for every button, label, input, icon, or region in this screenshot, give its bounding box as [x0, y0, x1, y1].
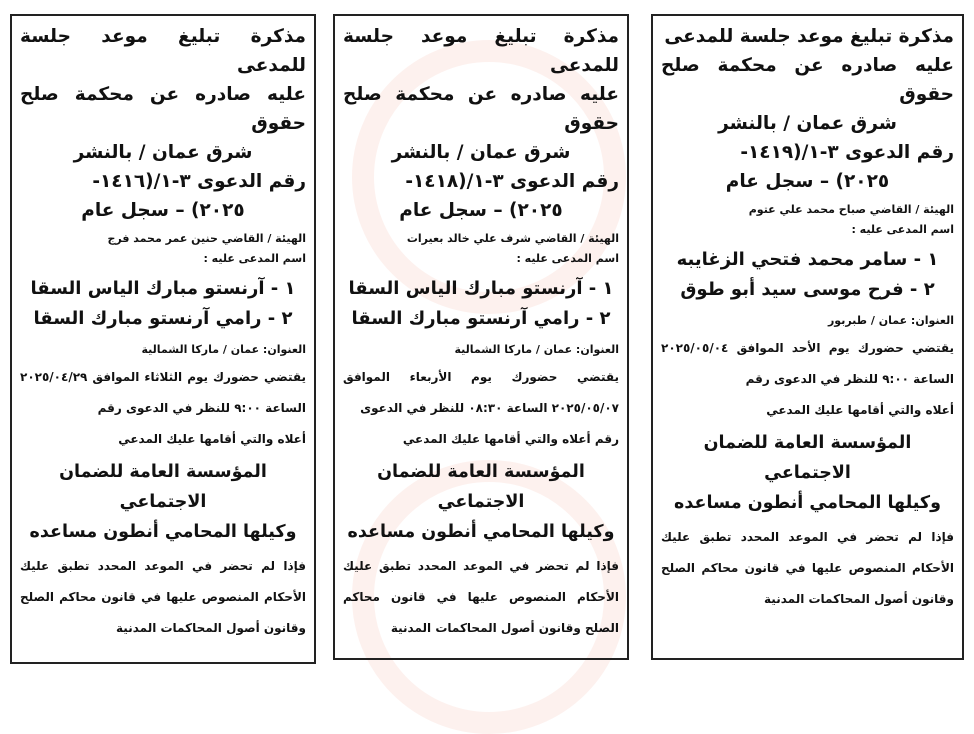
case-number-line: ٢٠٢٥) – سجل عام — [81, 200, 245, 221]
hearing-details-end: رقم أعلاه والتي أقامها عليك المدعي — [402, 432, 619, 446]
plaintiff — [661, 428, 954, 518]
case-number-line: ٢٠٢٥) – سجل عام — [399, 200, 563, 221]
notice-heading-line: مذكرة تبليغ موعد جلسة للمدعى — [664, 26, 954, 47]
judge-panel: الهيئة / القاضي حنين عمر محمد فرج — [107, 232, 306, 245]
court-notice-2 — [333, 14, 629, 660]
court-notice-1 — [10, 14, 316, 664]
address: العنوان: عمان / ماركا الشمالية — [454, 343, 619, 356]
closing-text: فإذا لم تحضر في الموعد المحدد تطبق عليك الأحكام المنصوص عليها في قانون محاكم الصلح وقانون أصول المحاكمات المدنية — [343, 559, 619, 635]
defendant-name: ١ - سامر محمد فتحي الزغايبه — [676, 249, 939, 270]
plaintiff-line: المؤسسة العامة للضمان الاجتماعي — [59, 462, 267, 512]
notice-heading-line: شرق عمان / بالنشر — [718, 113, 897, 134]
notice-heading-line: مذكرة تبليغ موعد جلسة للمدعى — [343, 26, 619, 76]
judge-panel: الهيئة / القاضي شرف علي خالد بعيرات — [406, 232, 619, 245]
plaintiff-line: المؤسسة العامة للضمان الاجتماعي — [377, 462, 585, 512]
plaintiff — [20, 457, 306, 547]
hearing-details-end: أعلاه والتي أقامها عليك المدعي — [766, 403, 954, 417]
notice-heading-line: شرق عمان / بالنشر — [73, 142, 253, 163]
defendant-name: ٢ - رامي آرنستو مبارك السقا — [351, 308, 611, 329]
case-number-line: ٢٠٢٥) – سجل عام — [725, 171, 890, 192]
notice-heading-line: مذكرة تبليغ موعد جلسة للمدعى — [20, 26, 306, 76]
defendant-name: ١ - آرنستو مبارك الياس السقا — [348, 278, 614, 299]
judge-panel: الهيئة / القاضي صباح محمد علي عتوم — [748, 203, 954, 216]
hearing-details: يقتضي حضورك يوم الأربعاء الموافق ٢٠٢٥/٠٥/٠٧ الساعة ٠٨:٣٠ للنظر في الدعوى — [343, 370, 619, 415]
defendant-name: ٢ - فرح موسى سيد أبو طوق — [680, 279, 935, 300]
defendant-label: اسم المدعى عليه : — [851, 223, 954, 236]
notice-heading-line: عليه صادره عن محكمة صلح حقوق — [20, 84, 306, 134]
address: العنوان: عمان / ماركا الشمالية — [141, 343, 306, 356]
case-number-line: رقم الدعوى ٣-١/(١٤١٩- — [740, 142, 954, 163]
closing-text: فإذا لم تحضر في الموعد المحدد تطبق عليك الأحكام المنصوص عليها في قانون محاكم الصلح وقانون أصول المحاكمات المدنية — [661, 530, 954, 606]
notice-body — [20, 362, 306, 455]
address: العنوان: عمان / طبربور — [827, 314, 954, 327]
defendants-list — [343, 274, 619, 334]
case-number-line: رقم الدعوى ٣-١/(١٤١٦- — [92, 171, 306, 192]
notice-heading-line: عليه صادره عن محكمة صلح حقوق — [661, 55, 954, 105]
notice-heading-line: شرق عمان / بالنشر — [391, 142, 571, 163]
notice-heading-line: عليه صادره عن محكمة صلح حقوق — [343, 84, 619, 134]
plaintiff — [343, 457, 619, 547]
plaintiff-line: وكيلها المحامي أنطون مساعده — [347, 522, 615, 542]
case-number-line: رقم الدعوى ٣-١/(١٤١٨- — [405, 171, 619, 192]
defendants-list — [20, 274, 306, 334]
plaintiff-line: المؤسسة العامة للضمان الاجتماعي — [703, 433, 912, 483]
hearing-details-end: أعلاه والتي أقامها عليك المدعي — [118, 432, 306, 446]
hearing-details: يقتضي حضورك يوم الثلاثاء الموافق ٢٠٢٥/٠٤/٢٩ الساعة ٩:٠٠ للنظر في الدعوى رقم — [20, 370, 306, 415]
notice-body — [661, 333, 954, 426]
closing-text: فإذا لم تحضر في الموعد المحدد تطبق عليك الأحكام المنصوص عليها في قانون محاكم الصلح وقانون أصول المحاكمات المدنية — [20, 559, 306, 635]
plaintiff-line: وكيلها المحامي أنطون مساعده — [29, 522, 297, 542]
hearing-details: يقتضي حضورك يوم الأحد الموافق ٢٠٢٥/٠٥/٠٤ الساعة ٩:٠٠ للنظر في الدعوى رقم — [661, 341, 954, 386]
defendants-list — [661, 245, 954, 305]
defendant-label: اسم المدعى عليه : — [203, 252, 306, 265]
defendant-label: اسم المدعى عليه : — [516, 252, 619, 265]
notice-body — [343, 362, 619, 455]
defendant-name: ٢ - رامي آرنستو مبارك السقا — [33, 308, 293, 329]
plaintiff-line: وكيلها المحامي أنطون مساعده — [674, 493, 941, 513]
defendant-name: ١ - آرنستو مبارك الياس السقا — [30, 278, 296, 299]
court-notice-3 — [651, 14, 964, 660]
